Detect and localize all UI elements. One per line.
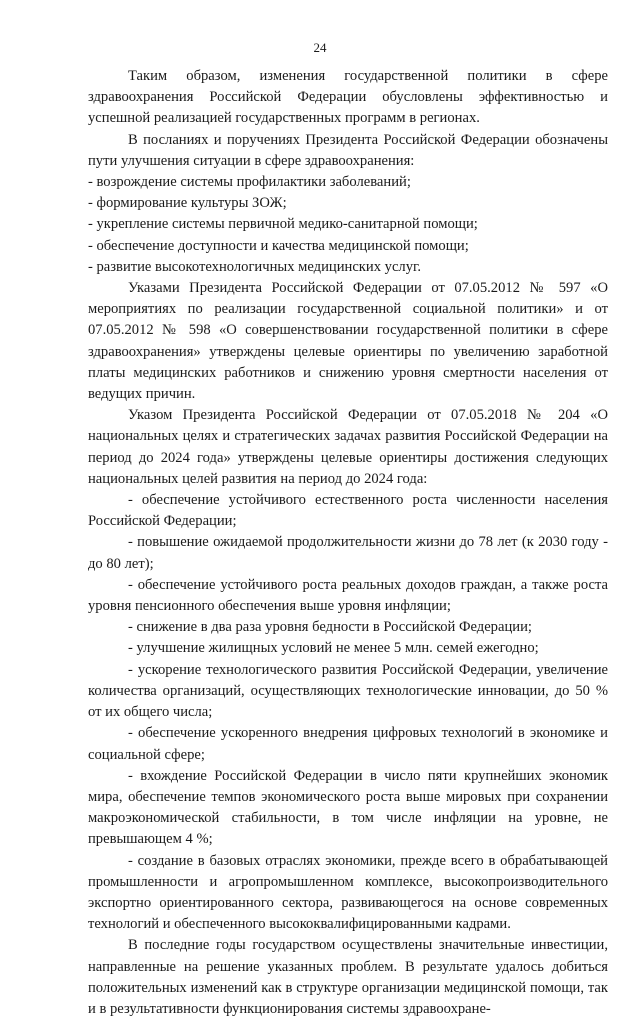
list-item: - вхождение Российской Федерации в число пяти крупнейших экономик мира, обеспечение темпов экономического роста выше мировых при сохранении макроэкономической стабильности, в том числе инфляции на уровне, не превышающем 4 %; — [88, 767, 608, 848]
list-item: - возрождение системы профилактики заболеваний; — [88, 174, 411, 191]
paragraph: Таким образом, изменения государственной политики в сфере здравоохранения Российской Федерации обусловлены эффективностью и успешной реализацией государственных программ в регионах. — [88, 68, 608, 127]
list-item: - снижение в два раза уровня бедности в Российской Федерации; — [128, 619, 532, 636]
list-item: - обеспечение устойчивого естественного роста численности населения Российской Федерации; — [88, 492, 608, 530]
page-number: 24 — [313, 40, 327, 55]
list-item: - создание в базовых отраслях экономики, прежде всего в обрабатывающей промышленности и агропромышленном комплексе, высокопроизводительного экспортно ориентированного сектора, развивающегося на основе современных технологий и обеспеченного высококвалифицированными кадрами. — [88, 852, 608, 933]
paragraph: В посланиях и поручениях Президента Российской Федерации обозначены пути улучшения ситуации в сфере здравоохранения: — [88, 131, 608, 169]
list-item: - обеспечение ускоренного внедрения цифровых технологий в экономике и социальной сфере; — [88, 725, 608, 763]
list-item: - формирование культуры ЗОЖ; — [88, 195, 287, 212]
paragraph: Указом Президента Российской Федерации от 07.05.2018 № 204 «О национальных целях и стратегических задачах развития Российской Федерации на период до 2024 года» утверждены целевые ориентиры достижения следующих национальных целей развития на период до 2024 года: — [88, 407, 608, 487]
list-item: - обеспечение доступности и качества медицинской помощи; — [88, 237, 469, 254]
list-item: - обеспечение устойчивого роста реальных доходов граждан, а также роста уровня пенсионного обеспечения выше уровня инфляции; — [88, 576, 608, 615]
paragraph: Указами Президента Российской Федерации от 07.05.2012 № 597 «О мероприятиях по реализации государственной социальной политики» и от 07.05.2012 № 598 «О совершенствовании государственной политики в сфере здравоохранения» утверждены целевые ориентиры по увеличению заработной платы медицинских работников и снижению уровня смертности населения от ведущих причин. — [88, 280, 608, 403]
list-item: - развитие высокотехнологичных медицинских услуг. — [88, 258, 421, 275]
list-item: - повышение ожидаемой продолжительности жизни до 78 лет (к 2030 году - до 80 лет); — [88, 534, 608, 572]
list-item: - улучшение жилищных условий не менее 5 млн. семей ежегодно; — [128, 640, 539, 657]
list-item: - ускорение технологического развития Российской Федерации, увеличение количества организаций, осуществляющих технологические инновации, до 50 % от их общего числа; — [88, 661, 608, 721]
paragraph: В последние годы государством осуществлены значительные инвестиции, направленные на решение указанных проблем. В результате удалось добиться положительных изменений как в структуре организации медицинской помощи, так и в результативности функционирования системы здравоохране- — [88, 937, 608, 1017]
document-body — [88, 66, 608, 1020]
list-item: - укрепление системы первичной медико-санитарной помощи; — [88, 216, 478, 233]
